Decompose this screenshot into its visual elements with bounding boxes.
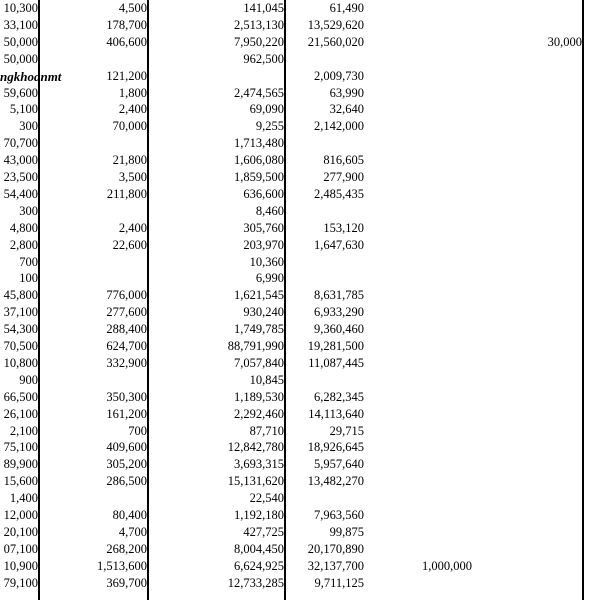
table-cell	[380, 51, 472, 68]
table-cell	[380, 389, 472, 406]
table-row	[0, 85, 600, 102]
table-cell	[490, 372, 582, 389]
table-cell: 2,485,435	[314, 186, 364, 201]
table-cell: 87,710	[249, 423, 284, 438]
table-cell	[490, 203, 582, 220]
table-row	[0, 338, 600, 355]
table-cell: 70,000	[112, 119, 147, 134]
table-cell: 32,640	[329, 102, 364, 117]
table-cell: 5,100	[9, 102, 38, 117]
table-cell: 203,970	[243, 237, 284, 252]
table-cell: 37,100	[3, 305, 38, 320]
table-cell	[380, 34, 472, 51]
table-cell: 1,000,000	[422, 558, 472, 573]
table-cell: 13,482,270	[307, 474, 364, 489]
table-cell: 4,700	[118, 524, 147, 539]
table-cell: 141,045	[243, 1, 284, 15]
table-cell	[380, 135, 472, 152]
table-cell: 6,624,925	[234, 558, 284, 573]
table-cell	[380, 575, 472, 592]
table-cell: 12,000	[3, 508, 38, 522]
table-row	[0, 355, 600, 372]
table-cell: 8,460	[255, 203, 284, 218]
table-row	[0, 558, 600, 575]
table-cell	[490, 338, 582, 355]
table-cell	[490, 0, 582, 17]
table-cell	[380, 355, 472, 372]
table-cell: 8,004,450	[234, 541, 284, 556]
table-cell	[380, 439, 472, 456]
table-cell: 19,281,500	[307, 339, 364, 353]
table-cell: 9,711,125	[314, 575, 364, 590]
table-cell	[490, 473, 582, 490]
table-cell	[380, 321, 472, 338]
table-cell	[490, 186, 582, 203]
table-cell: 26,100	[3, 406, 38, 421]
table-cell: 6,990	[255, 271, 284, 286]
table-cell: 7,057,840	[234, 355, 284, 370]
table-cell: 300	[19, 119, 38, 134]
table-cell	[380, 152, 472, 169]
table-cell	[490, 118, 582, 135]
table-cell	[286, 51, 364, 68]
table-cell: 07,100	[3, 541, 38, 556]
table-cell: 1,400	[9, 491, 38, 506]
table-cell	[490, 507, 582, 524]
table-row	[0, 456, 600, 473]
table-cell: 2,800	[9, 237, 38, 252]
table-cell	[490, 439, 582, 456]
table-row	[0, 135, 600, 152]
table-cell: 211,800	[106, 186, 147, 201]
table-cell: 2,009,730	[314, 68, 364, 83]
table-cell	[286, 490, 364, 507]
table-row	[0, 507, 600, 524]
table-cell	[490, 423, 582, 440]
table-row	[0, 186, 600, 203]
table-row	[0, 101, 600, 118]
table-cell: 288,400	[106, 322, 147, 337]
watermark-text: ngkhoanmt	[0, 68, 62, 84]
table-cell	[286, 203, 364, 220]
table-cell: 161,200	[106, 406, 147, 421]
table-cell: 153,120	[323, 220, 364, 235]
table-row	[0, 152, 600, 169]
table-cell	[380, 287, 472, 304]
table-cell	[490, 101, 582, 118]
table-cell: 18,926,645	[307, 440, 364, 455]
table-cell: 10,845	[249, 372, 284, 387]
table-cell: 2,100	[9, 423, 38, 438]
table-cell: 30,000	[547, 34, 582, 49]
table-cell	[380, 118, 472, 135]
table-cell: 10,800	[3, 355, 38, 370]
table-cell: 624,700	[106, 339, 147, 353]
table-cell: 20,100	[3, 524, 38, 539]
table-cell: 2,292,460	[234, 406, 284, 421]
table-cell: 1,606,080	[234, 153, 284, 168]
table-cell: 3,693,315	[234, 457, 284, 472]
table-cell: 33,100	[3, 17, 38, 32]
table-cell	[380, 541, 472, 558]
table-cell	[490, 254, 582, 271]
table-cell	[380, 524, 472, 541]
table-cell: 268,200	[106, 541, 147, 556]
table-row	[0, 287, 600, 304]
table-cell: 22,540	[249, 491, 284, 506]
table-cell: 277,600	[106, 305, 147, 320]
table-cell	[380, 338, 472, 355]
table-cell	[286, 254, 364, 271]
table-cell: 70,700	[3, 136, 38, 151]
table-cell	[380, 237, 472, 254]
table-row	[0, 51, 600, 68]
table-cell	[380, 406, 472, 423]
table-cell	[380, 17, 472, 34]
table-cell	[490, 287, 582, 304]
table-cell: 100	[19, 271, 38, 286]
table-cell: 1,513,600	[97, 558, 147, 573]
table-cell: 816,605	[323, 153, 364, 168]
table-cell	[490, 304, 582, 321]
table-row	[0, 169, 600, 186]
table-cell	[40, 490, 147, 507]
table-cell	[380, 203, 472, 220]
table-cell: 409,600	[106, 440, 147, 455]
table-cell: 50,000	[3, 51, 38, 66]
table-cell: 427,725	[243, 524, 284, 539]
table-cell: 2,400	[118, 102, 147, 117]
table-cell	[286, 372, 364, 389]
table-cell	[490, 490, 582, 507]
table-cell	[40, 51, 147, 68]
table-cell: 2,400	[118, 220, 147, 235]
table-cell: 4,800	[9, 220, 38, 235]
table-cell: 12,733,285	[227, 575, 284, 590]
table-row	[0, 270, 600, 287]
table-cell	[490, 152, 582, 169]
table-cell	[40, 254, 147, 271]
table-row	[0, 118, 600, 135]
table-cell	[490, 541, 582, 558]
table-cell: 89,900	[3, 457, 38, 472]
table-row	[0, 203, 600, 220]
table-cell: 13,529,620	[307, 17, 364, 32]
table-cell	[380, 423, 472, 440]
table-cell	[40, 203, 147, 220]
table-cell: 99,875	[329, 524, 364, 539]
table-cell: 300	[19, 203, 38, 218]
table-cell: 32,137,700	[307, 558, 364, 573]
table-cell: 54,300	[3, 322, 38, 337]
table-cell	[490, 169, 582, 186]
table-cell	[380, 473, 472, 490]
table-cell: 79,100	[3, 575, 38, 590]
table-row	[0, 321, 600, 338]
table-cell: 1,800	[118, 85, 147, 100]
table-cell: 15,131,620	[227, 474, 284, 489]
table-cell	[490, 270, 582, 287]
table-cell	[490, 135, 582, 152]
table-cell: 10,360	[249, 254, 284, 269]
table-cell	[490, 456, 582, 473]
table-cell: 7,950,220	[234, 34, 284, 49]
table-cell: 1,189,530	[234, 389, 284, 404]
table-cell	[380, 68, 472, 85]
table-cell: 10,300	[3, 1, 38, 15]
table-cell: 43,000	[3, 153, 38, 168]
table-cell: 350,300	[106, 389, 147, 404]
table-cell: 63,990	[329, 85, 364, 100]
table-cell: 12,842,780	[227, 440, 284, 455]
table-cell: 9,360,460	[314, 322, 364, 337]
table-cell: 1,647,630	[314, 237, 364, 252]
table-cell: 9,255	[255, 119, 284, 134]
table-cell: 22,600	[112, 237, 147, 252]
table-cell: 66,500	[3, 389, 38, 404]
table-cell: 21,560,020	[307, 34, 364, 49]
table-row	[0, 304, 600, 321]
table-cell	[380, 270, 472, 287]
table-cell: 10,900	[3, 558, 38, 573]
table-cell: 406,600	[106, 34, 147, 49]
table-cell: 20,170,890	[307, 541, 364, 556]
table-cell	[380, 220, 472, 237]
table-cell	[40, 270, 147, 287]
table-cell: 2,513,130	[234, 17, 284, 32]
table-cell: 14,113,640	[308, 406, 364, 421]
table-cell	[490, 321, 582, 338]
table-cell: 277,900	[323, 170, 364, 184]
table-row	[0, 423, 600, 440]
table-cell: 305,200	[106, 457, 147, 472]
table-cell: 8,631,785	[314, 288, 364, 303]
table-cell: 80,400	[112, 508, 147, 522]
table-row	[0, 541, 600, 558]
table-cell	[380, 186, 472, 203]
table-cell	[490, 85, 582, 102]
table-row	[0, 490, 600, 507]
table-cell: 1,749,785	[234, 322, 284, 337]
table-cell: 7,963,560	[314, 508, 364, 522]
table-cell: 61,490	[329, 1, 364, 15]
table-cell: 369,700	[106, 575, 147, 590]
table-cell: 2,474,565	[234, 85, 284, 100]
table-cell	[380, 101, 472, 118]
table-row	[0, 237, 600, 254]
table-cell	[286, 270, 364, 287]
table-cell: 962,500	[243, 51, 284, 66]
table-cell	[149, 68, 284, 85]
table-cell: 6,933,290	[314, 305, 364, 320]
table-row	[0, 220, 600, 237]
table-cell: 332,900	[106, 355, 147, 370]
table-cell: 3,500	[118, 170, 147, 184]
table-cell	[490, 558, 582, 575]
table-row	[0, 34, 600, 51]
table-cell	[490, 406, 582, 423]
table-cell: 700	[128, 423, 147, 438]
table-cell: 59,600	[3, 85, 38, 100]
table-cell: 88,791,990	[227, 339, 284, 353]
table-cell	[380, 85, 472, 102]
table-cell: 700	[19, 254, 38, 269]
table-cell	[490, 575, 582, 592]
table-row	[0, 68, 600, 85]
table-cell: 2,142,000	[314, 119, 364, 134]
table-cell	[380, 304, 472, 321]
table-cell: 45,800	[3, 288, 38, 303]
table-row	[0, 372, 600, 389]
table-row	[0, 254, 600, 271]
table-row	[0, 406, 600, 423]
table-cell	[490, 355, 582, 372]
table-cell	[490, 17, 582, 34]
table-row	[0, 439, 600, 456]
table-cell	[286, 135, 364, 152]
table-cell	[490, 220, 582, 237]
table-cell	[490, 237, 582, 254]
table-cell: 23,500	[3, 170, 38, 184]
table-cell: 4,500	[118, 1, 147, 15]
table-cell: 11,087,445	[308, 355, 364, 370]
table-cell: 1,713,480	[234, 136, 284, 151]
table-cell	[490, 51, 582, 68]
table-cell: 5,957,640	[314, 457, 364, 472]
table-cell: 6,282,345	[314, 389, 364, 404]
table-cell: 69,090	[249, 102, 284, 117]
table-cell: 54,400	[3, 186, 38, 201]
table-cell: 900	[19, 372, 38, 387]
table-cell	[40, 372, 147, 389]
table-cell: 70,500	[3, 339, 38, 353]
table-cell: 50,000	[3, 34, 38, 49]
table-row	[0, 473, 600, 490]
table-cell	[490, 68, 582, 85]
table-cell: 121,200	[106, 68, 147, 83]
table-row	[0, 17, 600, 34]
table-cell	[380, 490, 472, 507]
table-cell	[40, 135, 147, 152]
table-cell: 178,700	[106, 17, 147, 32]
table-cell	[380, 507, 472, 524]
table-cell: 776,000	[106, 288, 147, 303]
table-cell	[380, 372, 472, 389]
table-row	[0, 389, 600, 406]
table-cell: 305,760	[243, 220, 284, 235]
table-cell: 1,621,545	[234, 288, 284, 303]
table-cell: 75,100	[3, 440, 38, 455]
table-cell: 21,800	[112, 153, 147, 168]
table-row	[0, 0, 600, 17]
table-row	[0, 575, 600, 592]
table-cell	[380, 0, 472, 17]
table-cell	[380, 456, 472, 473]
table-cell: 636,600	[243, 186, 284, 201]
table-cell: 930,240	[243, 305, 284, 320]
table-row	[0, 524, 600, 541]
table-cell	[490, 524, 582, 541]
table-cell: 1,192,180	[234, 508, 284, 522]
table-cell: 15,600	[3, 474, 38, 489]
table-cell	[380, 254, 472, 271]
table-cell: 1,859,500	[234, 170, 284, 184]
table-cell: 29,715	[329, 423, 364, 438]
table-cell: 286,500	[106, 474, 147, 489]
table-cell	[490, 389, 582, 406]
table-cell	[380, 169, 472, 186]
